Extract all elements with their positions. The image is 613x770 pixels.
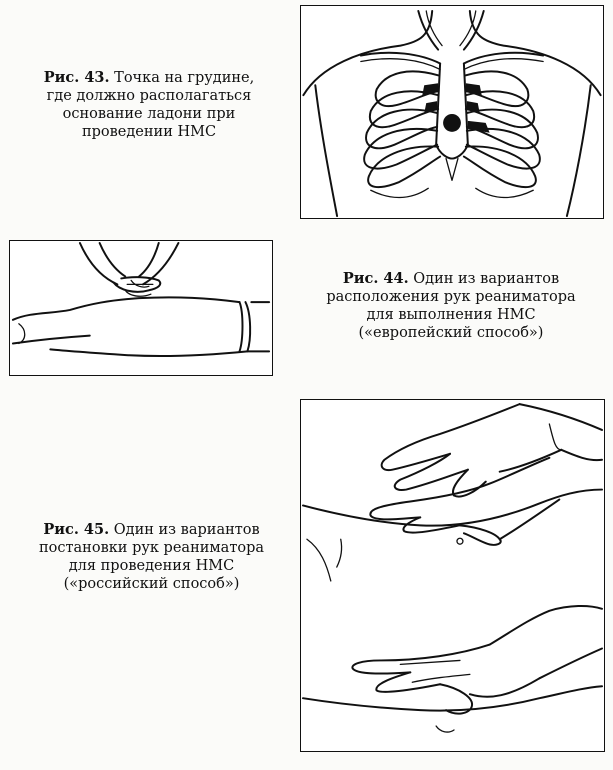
figure-43-caption (14, 69, 284, 141)
figure-45-caption-line-4: («российский способ») (63, 576, 240, 592)
ribcage-drawing (301, 6, 603, 218)
figure-45-caption-line-1: Один из вариантов (113, 522, 260, 538)
figure-45-caption (14, 521, 289, 593)
figure-44-caption (296, 270, 606, 342)
figure-44-number: Рис. 44. (342, 270, 409, 287)
figure-45-caption-line-2: постановки рук реаниматора (39, 540, 264, 556)
figure-43-ribcage-illustration (300, 5, 604, 219)
figure-43-caption-line-2: где должно располагаться (46, 88, 252, 104)
hands-european-drawing (10, 241, 272, 375)
figure-44-caption-line-3: для выполнения НМС (366, 307, 536, 323)
figure-44-caption-line-2: расположения рук реаниматора (326, 289, 576, 305)
figure-44-hands-illustration (9, 240, 273, 376)
figure-45-hands-illustration (300, 399, 605, 752)
figure-45-caption-line-3: для проведения НМС (68, 558, 235, 574)
figure-44-caption-line-4: («европейский способ») (358, 325, 544, 341)
figure-43-caption-line-1: Точка на грудине, (114, 70, 255, 86)
figure-43-number: Рис. 43. (43, 69, 110, 86)
figure-43-caption-line-3: основание ладони при (62, 106, 236, 122)
hands-russian-drawing (301, 400, 604, 751)
compression-point-marker (443, 114, 461, 132)
figure-45-number: Рис. 45. (43, 521, 110, 538)
figure-44-caption-line-1: Один из вариантов (413, 271, 560, 287)
figure-43-caption-line-4: проведении НМС (81, 124, 217, 140)
